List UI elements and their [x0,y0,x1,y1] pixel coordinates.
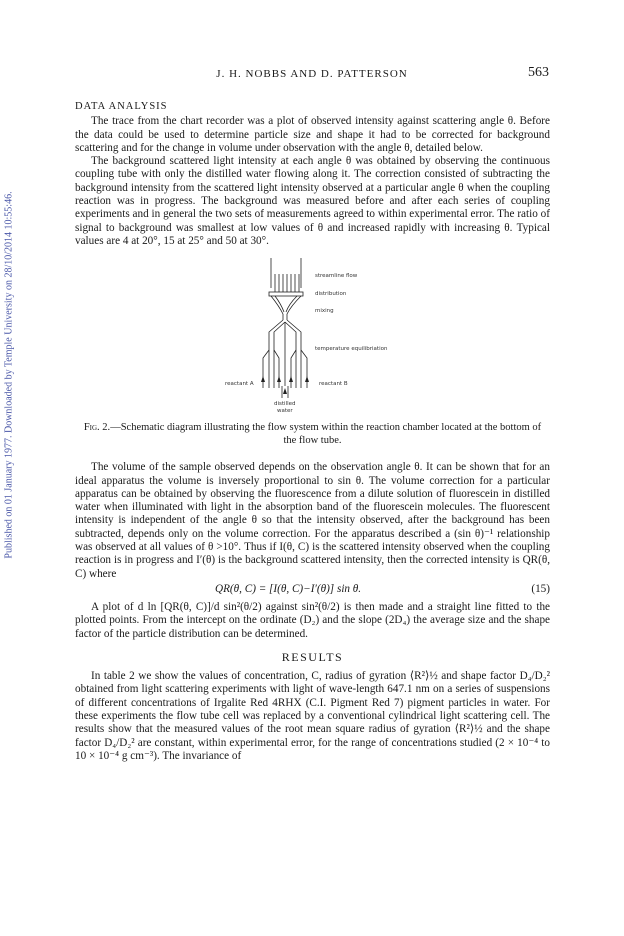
section-title-data-analysis: DATA ANALYSIS [75,101,168,112]
download-notice-text: Published on 01 January 1977. Downloaded by Temple University on 28/10/2014 10:55:46. [3,191,15,559]
figure-caption [81,422,544,447]
flow-system-figure [75,258,550,418]
distribution-plate [269,292,303,296]
flow-system-diagram [75,258,550,418]
label-reactant-b: reactant B [319,381,348,388]
label-distilled: distilled [274,401,296,408]
paragraph: The volume of the sample observed depends on the observation angle θ. It can be shown that for an ideal apparatus the volume is inversely proportional to sin θ. The volume correction for a particular apparatus can be obtained by observing the fluorescence from a dilute solution of fluorescein in distilled water when illuminated with light in the absorption band of the fluorescein molecules. The fluorescent intensity is independent of the angle θ so that the intensity observed, after the background has been subtracted, depends only on the volume correction. For the apparatus described a (sin θ)⁻¹ relationship was observed at all values of θ >10°. Thus if I(θ, C) is the scattered intensity observed when the coupling reaction is in progress and I′(θ) is the background scattered intensity, then the corrected intensity is QR(θ, C) where [75,461,550,580]
equation-number: (15) [531,582,550,595]
equation-15 [75,583,550,599]
paragraph: The trace from the chart recorder was a plot of observed intensity against scattering angle θ. Before the data could be used to determine particle size and shape it had to be corrected for background scattering and for the change in volume under observation with the angle θ, detailed below. [75,115,550,154]
label-reactant-a: reactant A [225,381,254,388]
paragraph: The background scattered light intensity at each angle θ was obtained by observing the continuous coupling tube with only the distilled water flowing along it. The correction consisted of subtracting the background intensity from the scattered light intensity observed at a particular angle θ when the coupling reaction was in progress. The background was measured before and after each series of coupling experiments and in general the two sets of measurements agreed to within experimental error. The ratio of signal to background was smallest at low values of θ and increased rapidly with increasing θ. Typical values are 4 at 20°, 15 at 25° and 50 at 30°. [75,155,550,247]
label-mixing: mixing [315,308,334,315]
label-temperature-equilibriation: temperature equilibriation [315,346,388,353]
label-water: water [277,408,293,415]
reactant-b-inlet [291,350,296,388]
running-head: J. H. NOBBS AND D. PATTERSON [216,68,408,80]
figure-caption-text: —Schematic diagram illustrating the flow system within the reaction chamber located at the bottom of the flow tube. [110,422,542,446]
reactant-a-inlet [263,350,269,388]
label-streamline-flow: streamline flow [315,273,358,280]
figure-caption-label: Fig. 2. [83,422,111,434]
paragraph: In table 2 we show the values of concentration, C, radius of gyration ⟨R²⟩½ and shape factor D₄/D₂² obtained from light scattering experiments with light of wave-length 647.1 nm on a series of suspensions of different concentrations of Irgalite Red 4RHX (C.I. Pigment Red 7) pigment particles in water. For these experiments the flow tube cell was replaced by a conventional cylindrical light scattering cell. The results show that the measured values of the root mean square radius of gyration ⟨R²⟩½ and the shape factor D₄/D₂² are constant, within experimental error, for the range of concentrations studied (2 × 10⁻⁴ to 10 × 10⁻⁴ g cm⁻³). The invariance of [75,670,550,762]
equation-text: QR(θ, C) = [I(θ, C)−I′(θ)] sin θ. [215,582,362,595]
download-notice [1,150,17,600]
page-number: 563 [528,65,549,80]
article-body [75,100,550,763]
page-header [0,65,624,86]
paragraph: A plot of d ln [QR(θ, C)]/d sin²(θ/2) against sin²(θ/2) is then made and a straight line fitted to the plotted points. From the intercept on the ordinate (D₂) and the slope (2D₄) the average size and the shape factor of the particle distribution can be determined. [75,600,550,640]
label-distribution: distribution [315,291,347,298]
section-title-results: RESULTS [281,649,344,664]
